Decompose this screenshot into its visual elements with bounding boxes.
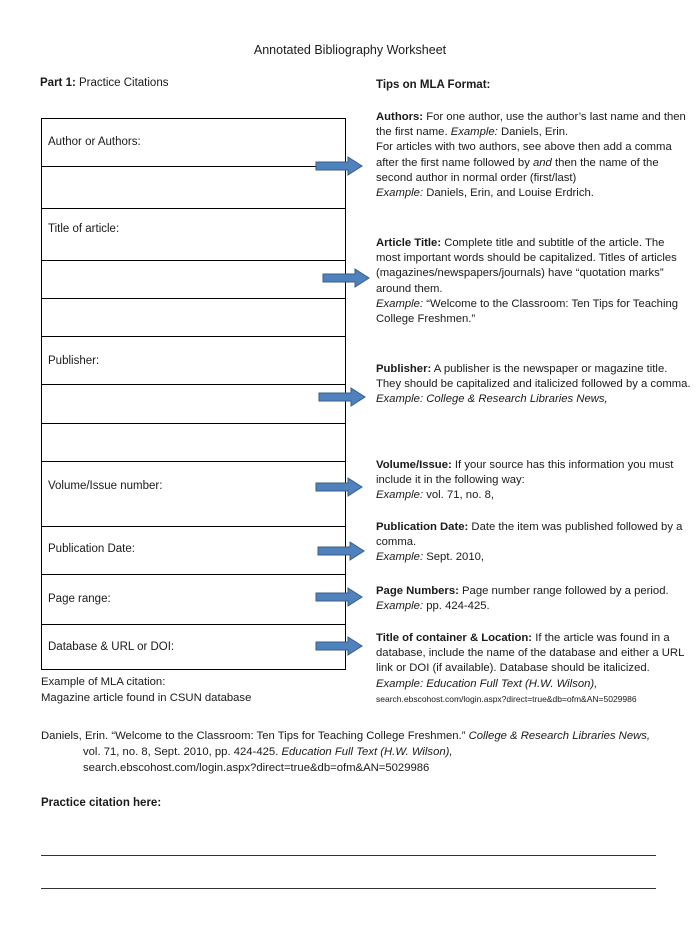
tip-pages-ex-label: Example: <box>376 600 424 613</box>
pages-label: Page range: <box>48 593 111 605</box>
practice-line-2[interactable] <box>41 888 656 889</box>
tip-authors-text1: For one author, use the author’s last name and then the first name. <box>376 111 686 139</box>
tip-publisher-head: Publisher: <box>376 363 432 375</box>
tip-container-text: If the article was found in a database, include the name of the database and either a URL link or DOI (if available). Database should be italicized. <box>376 632 684 675</box>
example-label-line1: Example of MLA citation: <box>41 676 166 688</box>
tip-title <box>376 236 691 327</box>
database-cell[interactable] <box>42 624 345 671</box>
tip-pages-ex-text: pp. 424-425. <box>423 600 490 613</box>
tip-pages <box>376 584 691 614</box>
title-label-cell <box>42 208 345 260</box>
tip-container <box>376 631 691 707</box>
title-label: Title of article: <box>48 223 120 235</box>
arrow-right-icon <box>322 268 370 288</box>
authors-input[interactable] <box>42 166 345 208</box>
tip-authors-head: Authors: <box>376 111 424 123</box>
publisher-label-cell <box>42 336 345 384</box>
tip-authors-ex1-label: Example: <box>450 126 498 139</box>
tips-heading: Tips on MLA Format: <box>376 79 491 91</box>
tip-authors-ex2-label: Example: <box>376 187 424 200</box>
publisher-input[interactable] <box>42 384 345 423</box>
citation-url: search.ebscohost.com/login.aspx?direct=true&db=ofm&AN=5029986 <box>83 762 430 774</box>
tip-title-ex-label: Example: <box>376 297 424 310</box>
tip-volume <box>376 458 691 504</box>
part1-rest: Practice Citations <box>79 77 169 89</box>
tip-container-ex-label: Example: Education Full Text (H.W. Wilson), <box>376 677 598 690</box>
publisher-label: Publisher: <box>48 355 100 367</box>
citation-database: Education Full Text (H.W. Wilson), <box>281 746 453 758</box>
title-input-2[interactable] <box>42 298 345 336</box>
authors-label: Author or Authors: <box>48 136 141 148</box>
example-citation <box>41 728 671 776</box>
tip-authors-and: and <box>532 156 552 169</box>
arrow-right-icon <box>315 587 363 607</box>
publisher-input-2[interactable] <box>42 423 345 461</box>
tip-publisher-text: A publisher is the newspaper or magazine title. They should be capitalized and italicized followed by a comma. <box>376 363 691 391</box>
example-label-line2: Magazine article found in CSUN database <box>41 692 252 704</box>
tip-volume-text: If your source has this information you must include it in the following way: <box>376 459 674 487</box>
tip-authors-ex2-text: Daniels, Erin, and Louise Erdrich. <box>423 187 594 200</box>
page-title: Annotated Bibliography Worksheet <box>253 43 447 57</box>
tip-container-url: search.ebscohost.com/login.aspx?direct=true&db=ofm&AN=5029986 <box>376 693 637 704</box>
part1-prefix: Part 1: <box>40 77 76 89</box>
example-label <box>41 674 251 706</box>
tip-pages-head: Page Numbers: <box>376 585 459 597</box>
tip-title-head: Article Title: <box>376 237 442 249</box>
tip-pubdate-ex-text: Sept. 2010, <box>423 551 485 564</box>
citation-line2 <box>41 744 671 760</box>
tip-title-text: Complete title and subtitle of the article. The most important words should be capitalized. Titles of articles (magazines/newspapers/journals) have “quotation marks” around them. <box>376 237 677 295</box>
tip-pubdate <box>376 520 691 566</box>
tip-authors-text2a: For articles with two authors, see above then add a comma after the first name followed by <box>376 141 672 169</box>
arrow-right-icon <box>315 636 363 656</box>
title-input[interactable] <box>42 260 345 298</box>
volume-label-cell <box>42 461 345 526</box>
tip-pubdate-head: Publication Date: <box>376 521 469 533</box>
arrow-right-icon <box>315 156 363 176</box>
database-label: Database & URL or DOI: <box>48 641 175 653</box>
tip-authors-text2b: then the name of the second author in normal order (first/last) <box>376 156 659 184</box>
tip-volume-ex-text: vol. 71, no. 8, <box>423 489 495 502</box>
tip-volume-head: Volume/Issue: <box>376 459 452 471</box>
tip-publisher-ex-text: : College & Research Libraries News, <box>419 393 608 406</box>
volume-label: Volume/Issue number: <box>48 480 163 492</box>
tip-authors <box>376 110 691 201</box>
tip-publisher <box>376 362 691 408</box>
arrow-right-icon <box>315 477 363 497</box>
tip-authors-ex1-text: Daniels, Erin. <box>497 126 569 139</box>
tip-volume-ex-label: Example: <box>376 489 424 502</box>
pages-cell[interactable] <box>42 574 345 624</box>
arrow-right-icon <box>318 387 366 407</box>
tip-pubdate-ex-label: Example: <box>376 551 424 564</box>
practice-label: Practice citation here: <box>41 797 162 809</box>
citation-journal: College & Research Libraries News, <box>468 730 651 742</box>
citation-part2: vol. 71, no. 8, Sept. 2010, pp. 424-425. <box>83 746 282 758</box>
tip-container-head: Title of container & Location: <box>376 632 533 644</box>
arrow-right-icon <box>317 541 365 561</box>
citation-form <box>41 118 346 670</box>
pubdate-cell[interactable] <box>42 526 345 574</box>
citation-part1: Daniels, Erin. “Welcome to the Classroom: Ten Tips for Teaching College Freshmen.” <box>41 730 469 742</box>
practice-line-1[interactable] <box>41 855 656 856</box>
tip-pubdate-text: Date the item was published followed by a comma. <box>376 521 683 549</box>
tip-title-ex-text: “Welcome to the Classroom: Ten Tips for Teaching College Freshmen.” <box>376 297 679 326</box>
tip-publisher-ex-label: Example <box>376 393 420 406</box>
pubdate-label: Publication Date: <box>48 543 135 555</box>
authors-label-cell <box>42 119 345 166</box>
tip-pages-text: Page number range followed by a period. <box>458 585 669 597</box>
part1-heading <box>40 77 168 89</box>
